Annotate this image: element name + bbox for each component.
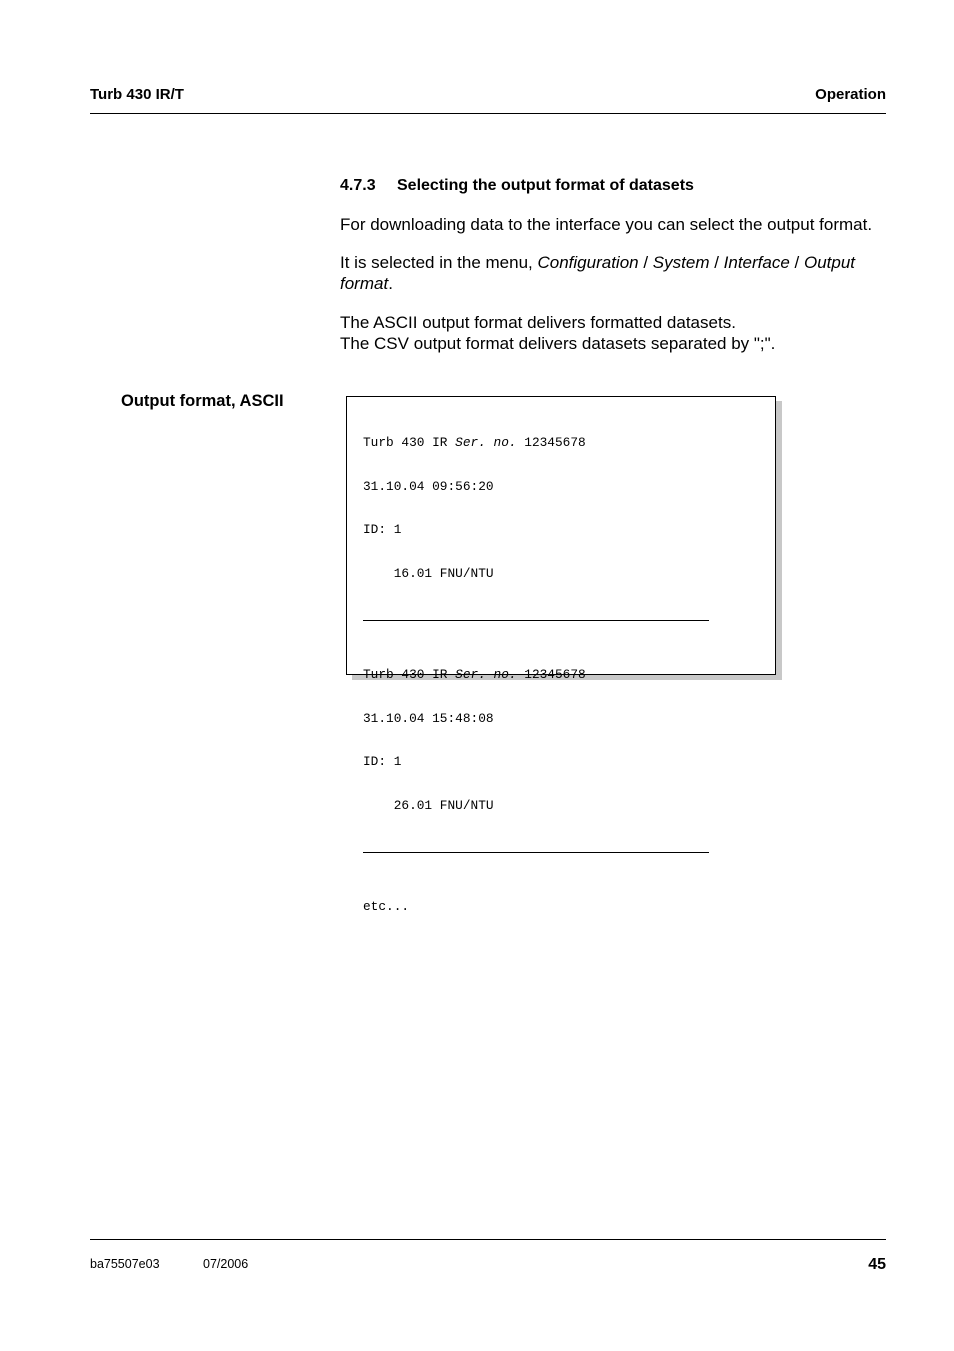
menu-path-suffix: . (388, 274, 393, 293)
format-description-paragraph (340, 312, 886, 354)
footer-document-number: ba75507e03 (90, 1257, 160, 1271)
dataset-separator (363, 620, 709, 621)
dataset-header-line (363, 436, 709, 451)
ascii-printout-box (346, 396, 776, 914)
serial-number: 12345678 (516, 435, 586, 450)
dataset-id: ID: 1 (363, 754, 402, 769)
side-label-output-format-ascii: Output format, ASCII (121, 392, 284, 410)
serial-label: Ser. no. (455, 667, 517, 682)
menu-item-system: System (652, 253, 710, 272)
menu-item-interface: Interface (723, 253, 790, 272)
printout-continuation: etc... (363, 899, 410, 914)
printout-content (363, 407, 709, 944)
menu-separator: / (789, 253, 804, 272)
menu-path-prefix: It is selected in the menu, (340, 253, 538, 272)
section-title: Selecting the output format of datasets (397, 177, 694, 194)
menu-separator: / (638, 253, 653, 272)
menu-path-paragraph (340, 252, 886, 294)
ascii-description: The ASCII output format delivers formatted datasets. (340, 313, 736, 332)
dataset-value: 26.01 FNU/NTU (363, 797, 494, 813)
dataset-id: ID: 1 (363, 522, 402, 537)
device-model: Turb 430 IR (363, 435, 456, 450)
dataset-value: 16.01 FNU/NTU (363, 565, 494, 581)
intro-paragraph: For downloading data to the interface you can select the output format. (340, 215, 873, 234)
menu-separator: / (709, 253, 724, 272)
section-heading (340, 177, 694, 195)
dataset-datetime: 31.10.04 15:48:08 (363, 710, 494, 726)
menu-item-configuration: Configuration (537, 253, 639, 272)
header-chapter-name: Operation (815, 86, 886, 103)
section-number: 4.7.3 (340, 177, 376, 194)
csv-description: The CSV output format delivers datasets separated by ";". (340, 334, 776, 353)
page-number: 45 (868, 1256, 886, 1273)
serial-number: 12345678 (516, 667, 586, 682)
dataset-header-line (363, 668, 709, 683)
header-divider (90, 113, 886, 114)
dataset-separator (363, 852, 709, 853)
footer-date: 07/2006 (203, 1257, 249, 1271)
header-product-name: Turb 430 IR/T (90, 86, 184, 103)
device-model: Turb 430 IR (363, 667, 456, 682)
dataset-datetime: 31.10.04 09:56:20 (363, 478, 494, 494)
serial-label: Ser. no. (455, 435, 517, 450)
footer-divider (90, 1239, 886, 1240)
menu-item-output-format: Output format (340, 253, 856, 293)
